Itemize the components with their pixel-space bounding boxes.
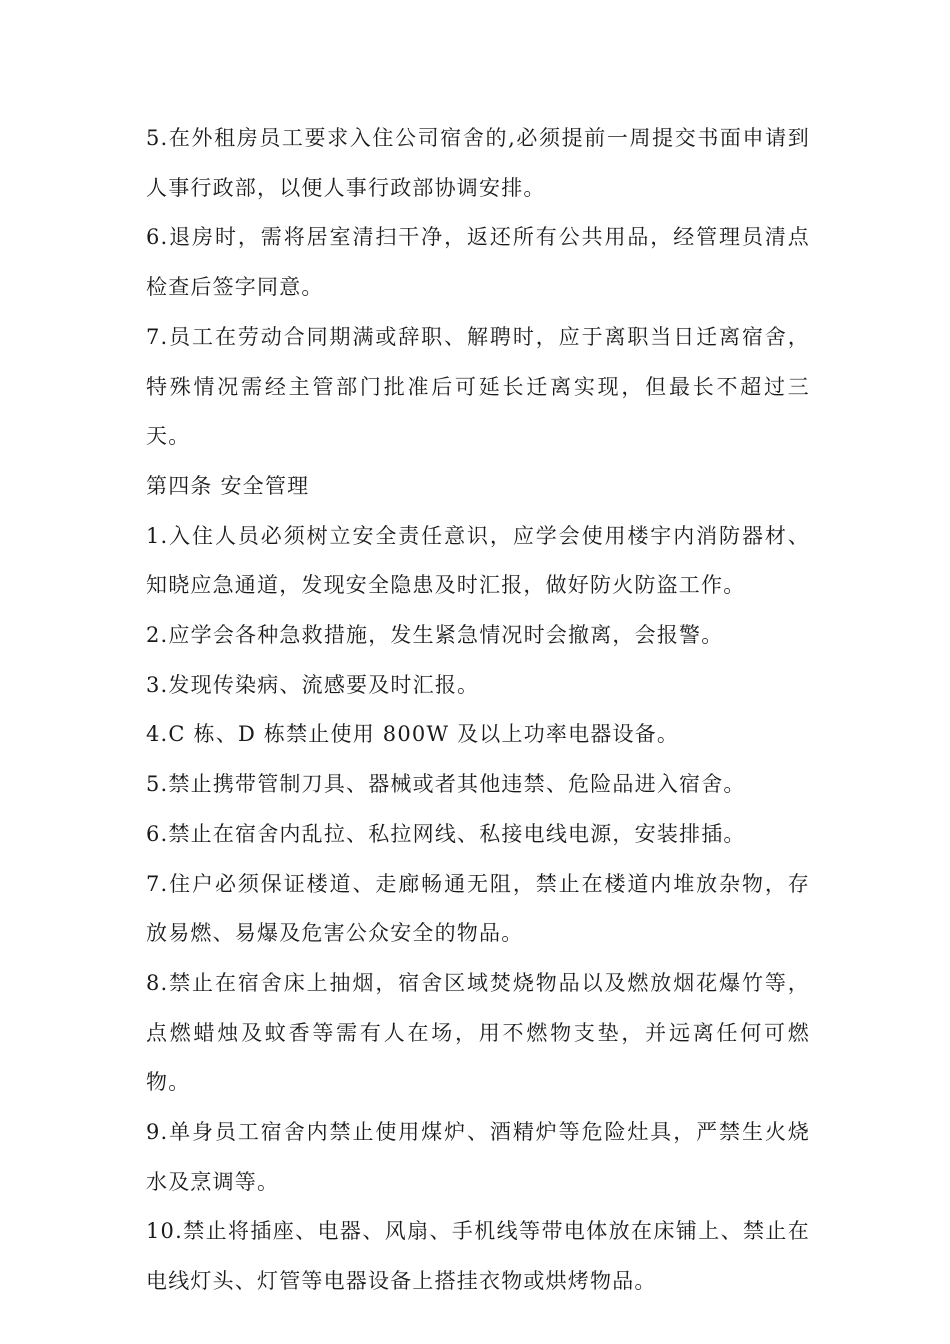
rule-item-7-leave-dormitory: 7.员工在劳动合同期满或辞职、解聘时，应于离职当日迁离宿舍，特殊情况需经主管部门批准后可延长迁离实现，但最长不超过三天。 bbox=[146, 324, 810, 449]
safety-item-1: 1.入住人员必须树立安全责任意识，应学会使用楼宇内消防器材、知晓应急通道，发现安全隐患及时汇报，做好防火防盗工作。 bbox=[146, 523, 810, 598]
rule-item-5-move-in-request: 5.在外租房员工要求入住公司宿舍的,必须提前一周提交书面申请到人事行政部，以便人事行政部协调安排。 bbox=[146, 126, 810, 200]
safety-item-3: 3.发现传染病、流感要及时汇报。 bbox=[146, 672, 480, 697]
document-body bbox=[146, 114, 810, 1307]
safety-item-10: 10.禁止将插座、电器、风扇、手机线等带电体放在床铺上、禁止在电线灯头、灯管等电器设备上搭挂衣物或烘烤物品。 bbox=[146, 1219, 810, 1294]
safety-item-4: 4.C 栋、D 栋禁止使用 800W 及以上功率电器设备。 bbox=[146, 722, 680, 747]
rule-item-6-checkout: 6.退房时，需将居室清扫干净，返还所有公共用品，经管理员清点检查后签字同意。 bbox=[146, 225, 810, 300]
section-heading-safety-management: 第四条 安全管理 bbox=[146, 473, 310, 498]
safety-item-5: 5.禁止携带管制刀具、器械或者其他违禁、危险品进入宿舍。 bbox=[146, 772, 746, 797]
safety-item-7: 7.住户必须保证楼道、走廊畅通无阻，禁止在楼道内堆放杂物，存放易燃、易爆及危害公众安全的物品。 bbox=[146, 871, 810, 946]
safety-item-6: 6.禁止在宿舍内乱拉、私拉网线、私接电线电源，安装排插。 bbox=[146, 821, 746, 846]
safety-item-9: 9.单身员工宿舍内禁止使用煤炉、酒精炉等危险灶具，严禁生火烧水及烹调等。 bbox=[146, 1120, 810, 1194]
safety-item-8: 8.禁止在宿舍床上抽烟，宿舍区域焚烧物品以及燃放烟花爆竹等，点燃蜡烛及蚊香等需有人在场，用不燃物支垫，并远离任何可燃物。 bbox=[146, 970, 810, 1095]
safety-item-2: 2.应学会各种急救措施，发生紧急情况时会撤离，会报警。 bbox=[146, 623, 724, 648]
